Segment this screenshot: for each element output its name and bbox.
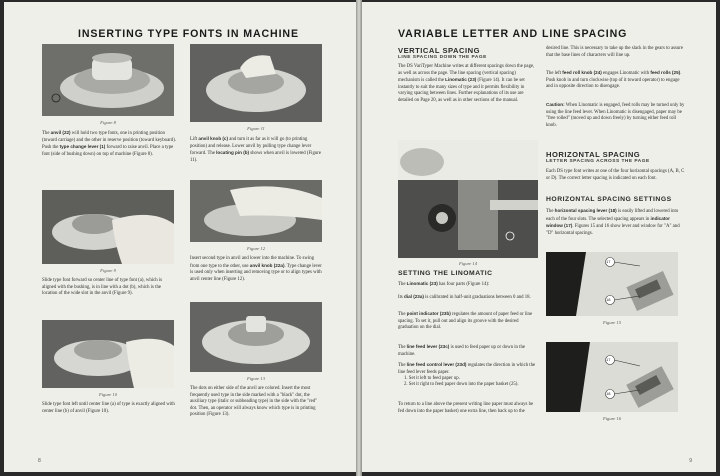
- figure-9-photo: [42, 190, 174, 264]
- figure-10-caption: Figure 10: [98, 392, 118, 397]
- figure-16-photo: [546, 342, 678, 412]
- desired-line-text: desired line. This is necessary to take up the slack in the gears to assure that the base lines of characters will line up.: [546, 46, 683, 58]
- figure-15-caption: Figure 15: [602, 320, 622, 325]
- feed-roll-knob-text: The left feed roll knob (24) engages Linomatic with feed rolls (25). Push knob in and turn clockwise (top of it toward operator) to engage and in opposite direction to disengage.: [546, 70, 682, 90]
- left-page: [4, 2, 356, 472]
- linomatic-point-indicator: The point indicator (23b) regulates the amount of paper feed or line spacing. To set it, pull out and align its groove with the desired graduation on the dial.: [398, 311, 533, 331]
- vertical-spacing-subheading: LINE SPACING DOWN THE PAGE: [398, 55, 487, 60]
- horizontal-spacing-text: Each DS type font writes at one of the four horizontal spacings (A, B, C or D). The correct letter spacing is indicated on each font.: [546, 169, 685, 181]
- right-page: [362, 2, 716, 472]
- horizontal-spacing-heading: HORIZONTAL SPACING: [546, 150, 641, 159]
- figure-15-callout-18: 18: [606, 297, 611, 302]
- left-page-number: 8: [38, 458, 41, 464]
- right-page-number: 9: [689, 458, 692, 464]
- figure-8-caption: Figure 8: [100, 120, 116, 125]
- horizontal-settings-heading: HORIZONTAL SPACING SETTINGS: [546, 196, 672, 203]
- horizontal-spacing-subheading: LETTER SPACING ACROSS THE PAGE: [546, 159, 650, 164]
- linomatic-steps: [404, 376, 536, 389]
- figure-10-photo: [42, 320, 174, 388]
- linomatic-parts: The Linomatic (23) has four parts (Figure 14):: [398, 281, 490, 287]
- linomatic-step-1: 1. Set it left to feed paper up.: [404, 376, 460, 381]
- horizontal-settings-text: The horizontal spacing lever (18) is easily lifted and lowered into each of the four slots. The selected spacing appears in indicator window (17). Figures 15 and 16 show lever and window for "A" and "D" horizontal spacings.: [546, 208, 680, 236]
- figure-14-photo: [398, 140, 538, 258]
- figure-15-photo: [546, 252, 678, 316]
- figure-9-caption: Figure 9: [100, 268, 116, 273]
- linomatic-heading: SETTING THE LINOMATIC: [398, 270, 493, 277]
- figure-16-callout-18: 18: [606, 391, 611, 396]
- caution-text: Caution: When Linomatic is engaged, feed rolls may be turned only by using the line feed lever. When Linomatic is disengaged, paper may be "free rolled" (moved up and down freely) by turning either feed roll knob.: [546, 102, 685, 128]
- figure-8-photo: [42, 44, 174, 116]
- paragraph-dots: The dots on either side of the anvil are colored. Insert the most frequently used type in the side marked with a "black" dot, the auxiliary type (italic or subheading type) in the side with the "red" dot. Then, an operator will always know which type is in printing position (Figure 13).: [190, 386, 318, 418]
- figure-14-caption: Figure 14: [458, 261, 478, 266]
- vertical-spacing-heading: VERTICAL SPACING: [398, 46, 480, 55]
- linomatic-line-feed-lever: The line feed lever (23c) is used to feed paper up or down in the machine.: [398, 344, 525, 357]
- linomatic-return-text: To return to a line above the present writing line paper must always be fed down into the paper basket) one extra line, then back up to the: [398, 402, 534, 414]
- vertical-spacing-text: The DS VariTyper Machine writes at different spacings down the page, as well as across the page. The line spacing (vertical spacing) mechanism is called the Linomatic (23) (Figure 14). It can be set instantly to suit the many sizes of type and it permits flexibility in varying spacing between lines. Further explanations of its use are detailed on Page 20, as well as in other sections of the manual.: [398, 64, 535, 103]
- figure-11-caption: Figure 11: [247, 126, 265, 131]
- linomatic-dial: Its dial (23a) is calibrated in half-unit graduations between 0 and 18.: [398, 294, 531, 300]
- figure-13-photo: [190, 302, 322, 372]
- figure-12-photo: [190, 180, 322, 242]
- linomatic-step-2: 2. Set it right to feed paper down into the paper basket (25).: [404, 382, 519, 388]
- figure-13-caption: Figure 13: [246, 376, 266, 381]
- paragraph-slide-forward: Slide type font forward so center line of type font (a), which is aligned with the bushing, is in line with a dot (b), which is the location of the wide slot in the anvil (Figure 9).: [42, 278, 163, 297]
- paragraph-anvil: The anvil (22) will hold two type fonts, one in printing position (toward carriage) and the other in reserve position (toward keyboard). Push the type change lever (1) forward to raise anvil. Place a type font (side of bushing down) on top of machine (Figure 8).: [42, 130, 176, 157]
- figure-16-caption: Figure 16: [602, 416, 622, 421]
- left-page-title: INSERTING TYPE FONTS IN MACHINE: [78, 28, 299, 40]
- figure-15-callout-17: 17: [606, 259, 611, 264]
- paragraph-insert-second: Insert second type in anvil and lower into the machine. To swing from one type to the other, use anvil knob (22a). Type change lever is used only when inserting and removing type or to align types with anvil center line (Figure 12).: [190, 256, 322, 282]
- linomatic-control-lever: The line feed control lever (23d) regulates the direction in which the line feed lever feeds paper.: [398, 362, 536, 375]
- figure-16-callout-17: 17: [606, 357, 611, 362]
- figure-12-caption: Figure 12: [246, 246, 266, 251]
- paragraph-lift-knob: Lift anvil knob (c) and turn it as far as it will go (to printing position) and release. Lower anvil by pulling type change lever forward. The locating pin (b) shows when anvil is lowered (Figure 11).: [190, 136, 322, 163]
- right-page-title: VARIABLE LETTER AND LINE SPACING: [398, 28, 628, 40]
- paragraph-slide-left: Slide type font left until center line (a) of type is exactly aligned with center line (b) of anvil (Figure 10).: [42, 402, 175, 414]
- figure-11-photo: [190, 44, 322, 122]
